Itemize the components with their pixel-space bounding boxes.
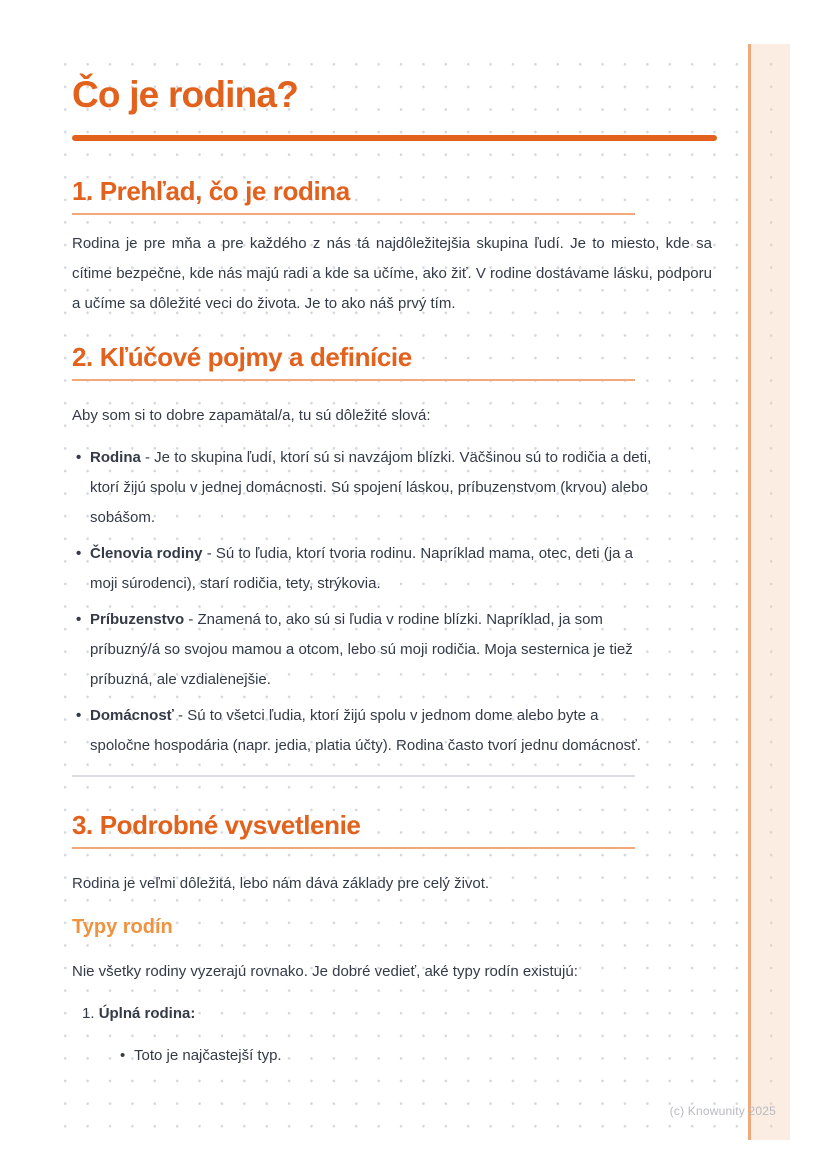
- term-definition: - Sú to ľudia, ktorí tvoria rodinu. Napríklad mama, otec, deti (ja a moji súrodenci), starí rodičia, tety, strýkovia.: [90, 545, 633, 592]
- term-definition: - Znamená to, ako sú si ľudia v rodine blízki. Napríklad, ja som príbuzný/á so svojou mamou a otcom, lebo sú moji rodičia. Moja sesternica je tiež príbuzná, ale vzdialenejšie.: [90, 611, 633, 688]
- right-margin-strip: [748, 44, 790, 1140]
- notebook-page: [45, 44, 790, 1140]
- term-label: Domácnosť: [90, 707, 174, 724]
- subsection-intro: Nie všetky rodiny vyzerajú rovnako. Je dobré vedieť, aké typy rodín existujú:: [72, 963, 578, 980]
- list-item-domacnost: [90, 701, 660, 761]
- list-item-clenovia-rodiny: [90, 539, 660, 599]
- list-item-rodina: [90, 443, 660, 533]
- sub-list-item: [134, 1041, 674, 1071]
- numbered-item-1-sublist: [72, 1041, 674, 1071]
- section-1-underline: [72, 213, 635, 215]
- term-label: Členovia rodiny: [90, 545, 203, 562]
- section-2-heading: 2. Kľúčové pojmy a definície: [72, 342, 412, 372]
- section-2-intro: Aby som si to dobre zapamätal/a, tu sú dôležité slová:: [72, 407, 431, 424]
- section-divider: [72, 775, 635, 777]
- term-definition: - Sú to všetci ľudia, ktorí žijú spolu v jednom dome alebo byte a spoločne hospodária (napr. jedia, platia účty). Rodina často tvorí jednu domácnosť.: [90, 707, 641, 754]
- document-content: [72, 44, 712, 1071]
- list-item-pribuzenstvo: [90, 605, 660, 695]
- section-1-heading: 1. Prehľad, čo je rodina: [72, 176, 350, 206]
- section-3-paragraph: Rodina je veľmi dôležitá, lebo nám dáva základy pre celý život.: [72, 875, 490, 892]
- section-3-heading: 3. Podrobné vysvetlenie: [72, 810, 361, 840]
- title-rule: [72, 135, 717, 141]
- section-1-paragraph: Rodina je pre mňa a pre každého z nás tá najdôležitejšia skupina ľudí. Je to miesto, kde sa cítime bezpečne, kde nás majú radi a kde sa učíme, ako žiť. V rodine dostávame lásku, podporu a učíme sa dôležité veci do života. Je to ako náš prvý tím.: [72, 235, 712, 312]
- sub-list-text: Toto je najčastejší typ.: [134, 1047, 282, 1064]
- numbered-item-1: [72, 999, 652, 1029]
- page-title: Čo je rodina?: [72, 74, 298, 115]
- key-terms-list: [72, 443, 660, 761]
- section-3-underline: [72, 847, 635, 849]
- term-definition: - Je to skupina ľudí, ktorí sú si navzájom blízki. Väčšinou sú to rodičia a deti, ktorí žijú spolu v jednej domácnosti. Sú spojení láskou, príbuzenstvom (krvou) alebo sobášom.: [90, 449, 652, 526]
- term-label: Rodina: [90, 449, 141, 466]
- item-term: Úplná rodina:: [98, 1005, 196, 1022]
- term-label: Príbuzenstvo: [90, 611, 185, 628]
- item-number: 1.: [82, 1005, 95, 1022]
- section-2-underline: [72, 379, 635, 381]
- copyright-watermark: (c) Knowunity 2025: [669, 1104, 776, 1118]
- subsection-heading-typy-rodin: Typy rodín: [72, 916, 173, 938]
